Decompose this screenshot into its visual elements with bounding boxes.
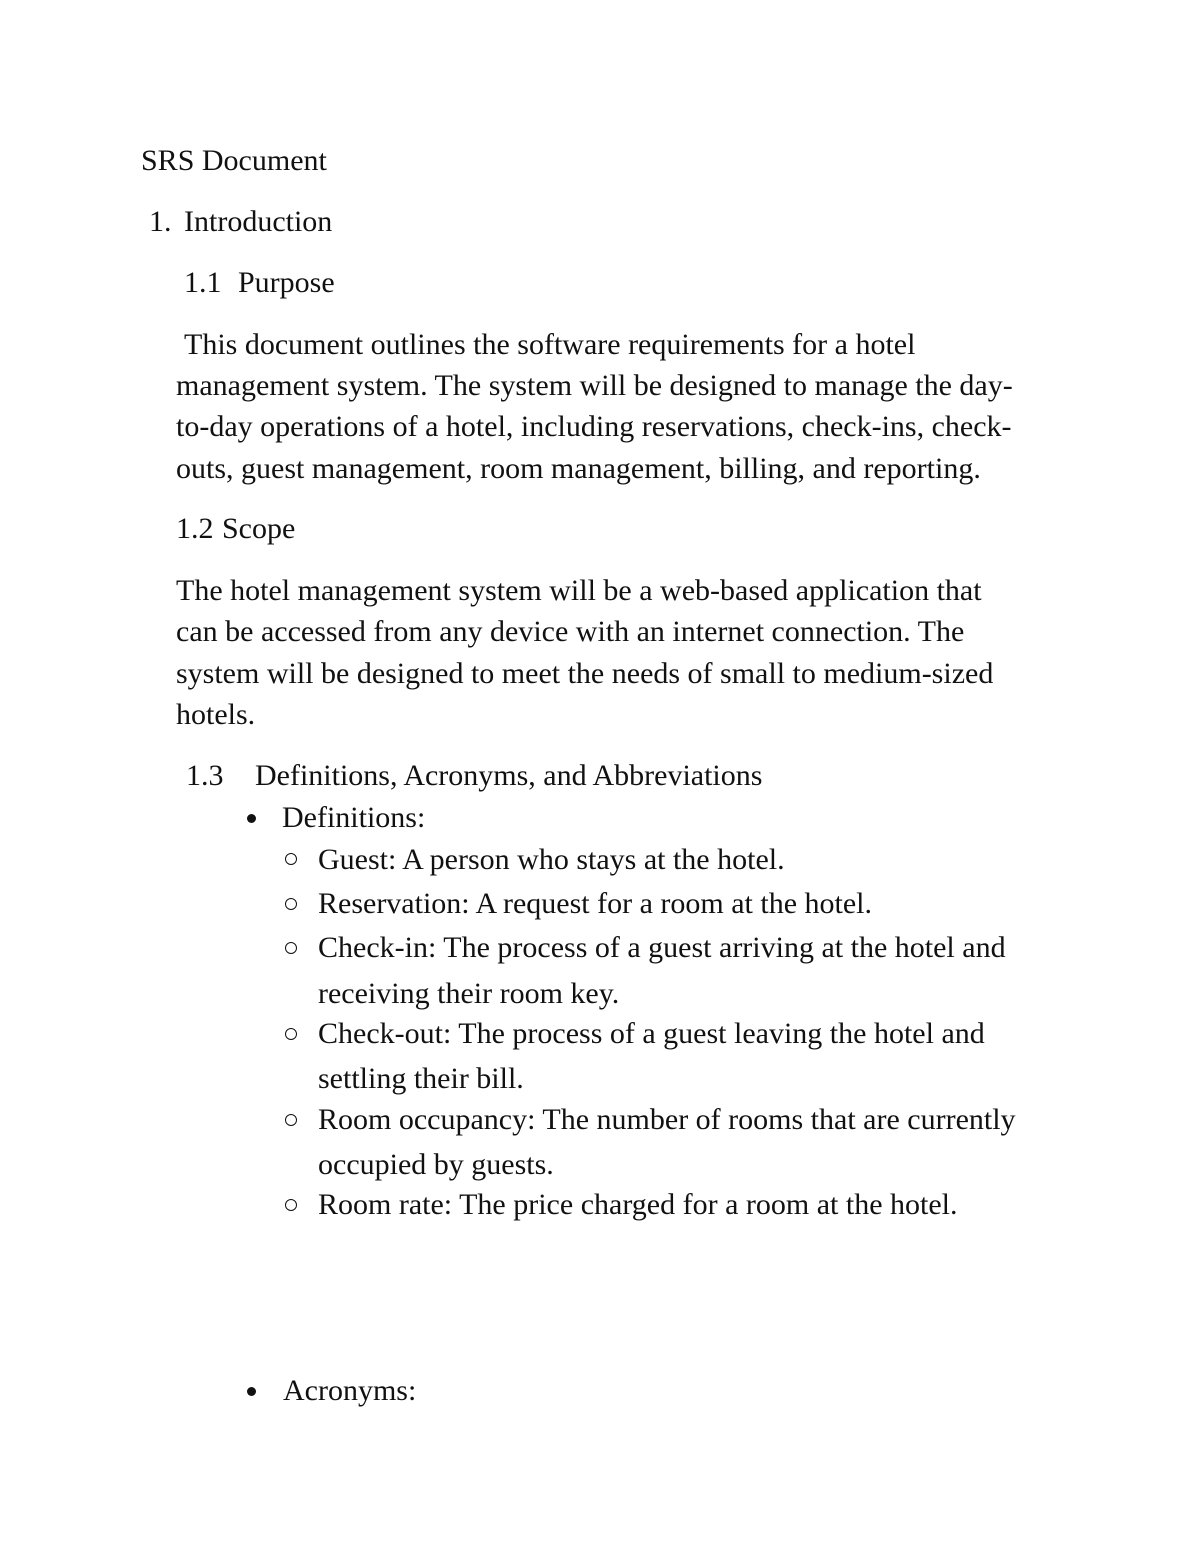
section-1-1-number: 1.1	[184, 266, 222, 299]
definitions-label: Definitions:	[282, 801, 426, 834]
definition-item-continuation: receiving their room key.	[318, 977, 620, 1010]
section-1-3-number: 1.3	[186, 759, 224, 792]
circle-bullet-icon	[285, 1199, 297, 1211]
definition-item: Check-in: The process of a guest arriving at the hotel and	[318, 931, 1006, 964]
bullet-icon	[247, 1387, 256, 1396]
purpose-paragraph-line: outs, guest management, room management, billing, and reporting.	[176, 452, 981, 485]
circle-bullet-icon	[285, 898, 297, 910]
circle-bullet-icon	[285, 1114, 297, 1126]
definition-item-continuation: settling their bill.	[318, 1062, 524, 1095]
circle-bullet-icon	[285, 1028, 297, 1040]
definition-item: Check-out: The process of a guest leaving the hotel and	[318, 1017, 985, 1050]
scope-paragraph-line: system will be designed to meet the needs of small to medium-sized	[176, 657, 994, 690]
circle-bullet-icon	[285, 853, 297, 865]
purpose-paragraph-line: This document outlines the software requirements for a hotel	[184, 328, 916, 361]
scope-paragraph-line: can be accessed from any device with an internet connection. The	[176, 615, 965, 648]
definition-item: Reservation: A request for a room at the hotel.	[318, 887, 873, 920]
document-title: SRS Document	[141, 144, 327, 177]
section-1-title: Introduction	[184, 205, 333, 238]
purpose-paragraph-line: to-day operations of a hotel, including reservations, check-ins, check-	[176, 410, 1012, 443]
bullet-icon	[247, 814, 256, 823]
scope-paragraph-line: The hotel management system will be a web-based application that	[176, 574, 982, 607]
section-1-number: 1.	[149, 205, 172, 238]
section-1-3-title: Definitions, Acronyms, and Abbreviations	[255, 759, 763, 792]
definition-item-continuation: occupied by guests.	[318, 1148, 554, 1181]
section-1-1-title: Purpose	[238, 266, 335, 299]
section-1-2-number: 1.2	[176, 512, 214, 545]
purpose-paragraph-line: management system. The system will be designed to manage the day-	[176, 369, 1013, 402]
definition-item: Room rate: The price charged for a room at the hotel.	[318, 1188, 958, 1221]
definition-item: Room occupancy: The number of rooms that are currently	[318, 1103, 1016, 1136]
section-1-2-title: Scope	[222, 512, 296, 545]
circle-bullet-icon	[285, 942, 297, 954]
definition-item: Guest: A person who stays at the hotel.	[318, 843, 785, 876]
acronyms-label: Acronyms:	[283, 1374, 417, 1407]
scope-paragraph-line: hotels.	[176, 698, 256, 731]
